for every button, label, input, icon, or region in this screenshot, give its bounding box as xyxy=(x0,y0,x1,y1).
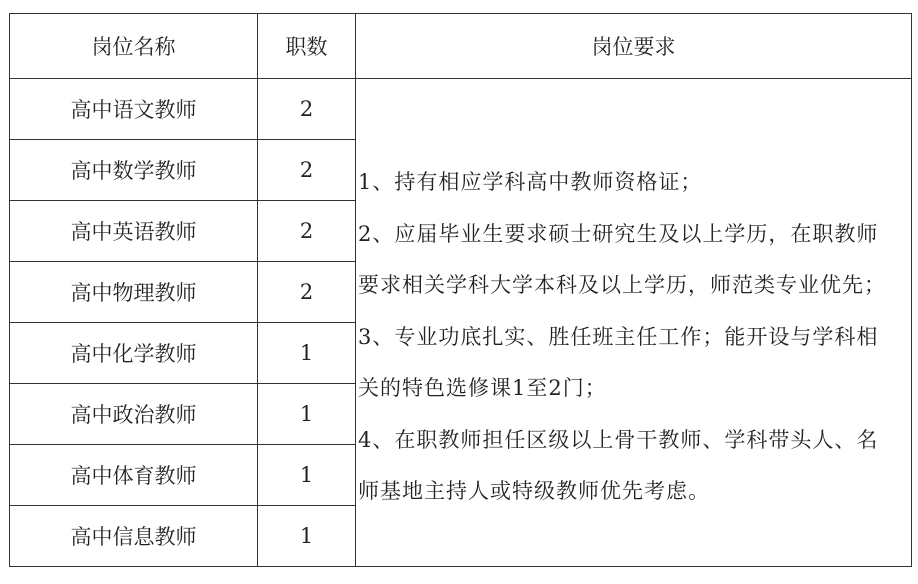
header-requirements: 岗位要求 xyxy=(356,14,912,79)
header-position-name: 岗位名称 xyxy=(10,14,258,79)
headcount: 1 xyxy=(258,506,356,567)
position-name: 高中体育教师 xyxy=(10,445,258,506)
headcount: 2 xyxy=(258,262,356,323)
position-name: 高中物理教师 xyxy=(10,262,258,323)
headcount: 1 xyxy=(258,384,356,445)
position-name: 高中信息教师 xyxy=(10,506,258,567)
headcount: 1 xyxy=(258,445,356,506)
job-requirements-table xyxy=(9,13,912,567)
requirements-list xyxy=(356,127,911,518)
position-name: 高中英语教师 xyxy=(10,201,258,262)
table-row xyxy=(10,79,912,140)
position-name: 高中政治教师 xyxy=(10,384,258,445)
headcount: 1 xyxy=(258,323,356,384)
position-name: 高中数学教师 xyxy=(10,140,258,201)
requirement-item: 3、专业功底扎实、胜任班主任工作；能开设与学科相关的特色选修课1至2门； xyxy=(358,324,879,401)
header-headcount: 职数 xyxy=(258,14,356,79)
headcount: 2 xyxy=(258,79,356,140)
position-name: 高中语文教师 xyxy=(10,79,258,140)
headcount: 2 xyxy=(258,140,356,201)
requirement-item: 4、在职教师担任区级以上骨干教师、学科带头人、名师基地主持人或特级教师优先考虑。 xyxy=(358,427,879,504)
requirements-cell xyxy=(356,79,912,567)
position-name: 高中化学教师 xyxy=(10,323,258,384)
requirement-item: 1、持有相应学科高中教师资格证； xyxy=(358,170,703,195)
requirement-item: 2、应届毕业生要求硕士研究生及以上学历，在职教师要求相关学科大学本科及以上学历，师范类专业优先； xyxy=(358,221,886,298)
table-header-row xyxy=(10,14,912,79)
headcount: 2 xyxy=(258,201,356,262)
